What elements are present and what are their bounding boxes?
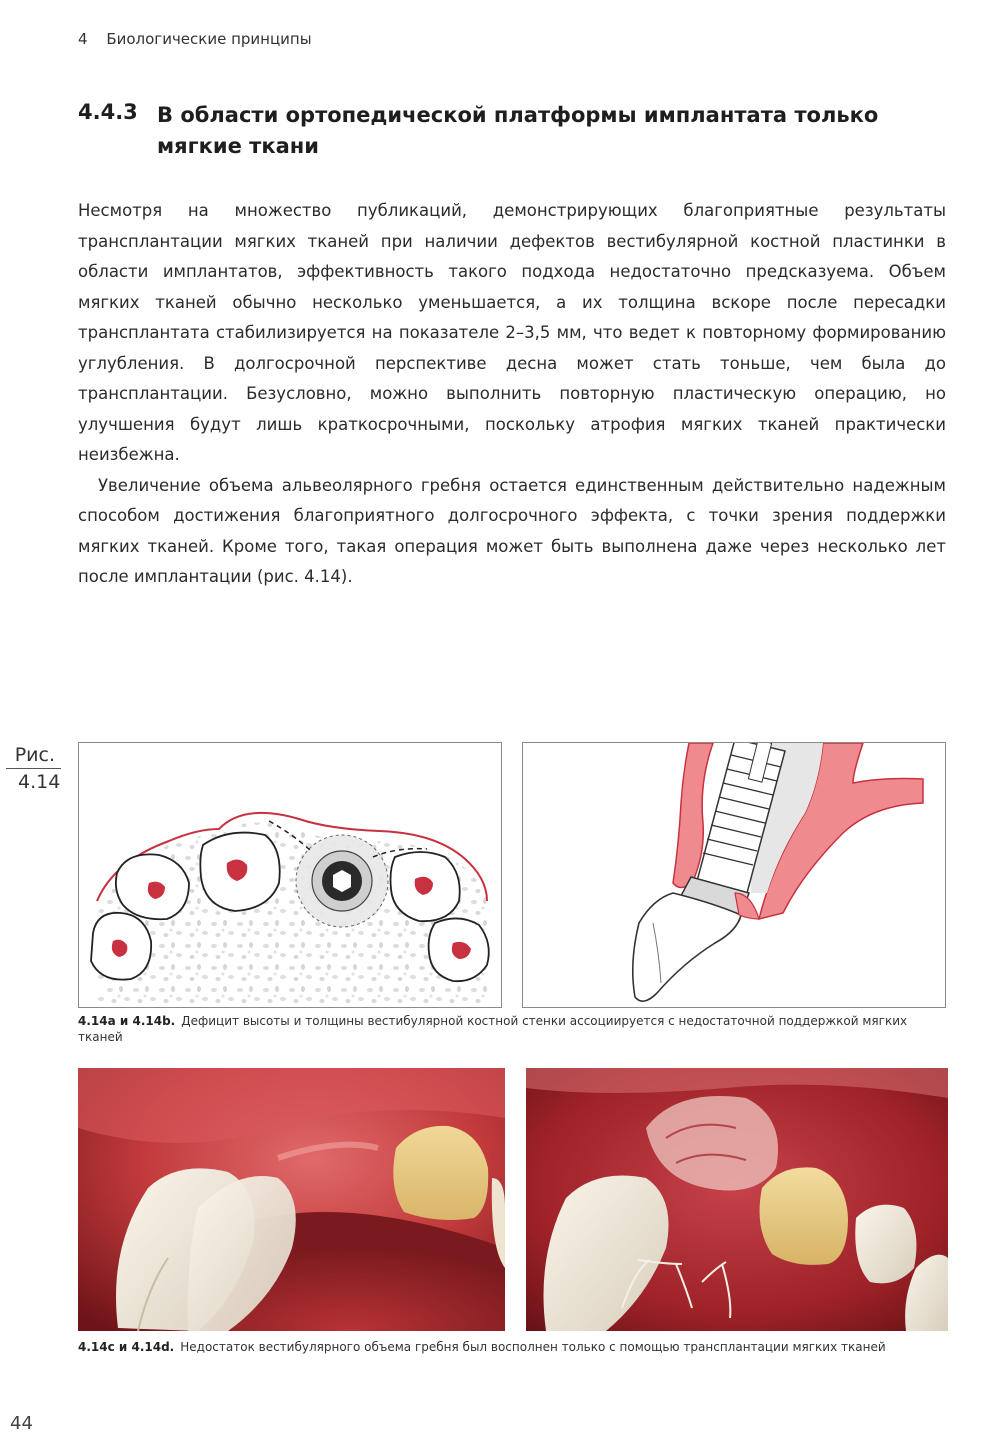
section-number: 4.4.3	[78, 100, 138, 124]
caption-4-14ab	[78, 1013, 948, 1045]
figure-label-word: Рис.	[6, 744, 61, 769]
caption-cd-text: Недостаток вестибулярного объема гребня был восполнен только с помощью трансплантации мягких тканей	[180, 1340, 886, 1354]
paragraph-1: Несмотря на множество публикаций, демонстрирующих благоприятные результаты трансплантации мягких тканей при наличии дефектов вестибулярной костной пластинки в области имплантатов, эффективность такого подхода недостаточно предсказуема. Объем мягких тканей обычно несколько уменьшается, а их толщина вскоре после пересадки трансплантата стабилизируется на показателе 2–3,5 мм, что ведет к повторному формированию углубления. В долгосрочной перспективе десна может стать тоньше, чем была до трансплантации. Безусловно, можно выполнить повторную пластическую операцию, но улучшения будут лишь краткосрочными, поскольку атрофия мягких тканей практически неизбежна.	[78, 201, 946, 464]
section-title: В области ортопедической платформы имплантата только мягкие ткани	[157, 103, 879, 158]
tooth-root-4	[391, 852, 460, 921]
paragraph-2: Увеличение объема альвеолярного гребня остается единственным действительно надежным способом достижения благоприятного долгосрочного эффекта, с точки зрения поддержки мягких тканей. Кроме того, такая операция может быть выполнена даже через несколько лет после имплантации (рис. 4.14).	[78, 475, 946, 586]
figure-label	[6, 744, 62, 793]
chapter-title: Биологические принципы	[106, 30, 312, 48]
caption-cd-label: 4.14c и 4.14d.	[78, 1340, 175, 1354]
crown	[633, 893, 741, 1001]
caption-4-14cd	[78, 1339, 948, 1355]
body-text	[78, 196, 946, 593]
figure-4-14b-diagram	[522, 742, 946, 1008]
page-number: 44	[10, 1413, 33, 1434]
figure-4-14d-photo	[526, 1068, 948, 1331]
tooth-root-3	[200, 833, 279, 911]
figure-4-14a-diagram	[78, 742, 502, 1008]
tooth-root-5	[429, 918, 489, 981]
tooth-root-1	[91, 913, 151, 980]
chapter-number: 4	[78, 30, 88, 48]
implant-site	[296, 835, 388, 927]
caption-ab-text: Дефицит высоты и толщины вестибулярной костной стенки ассоциируется с недостаточной поддержкой мягких тканей	[78, 1014, 908, 1044]
figure-4-14c-photo	[78, 1068, 505, 1331]
tooth-root-2	[116, 854, 189, 919]
caption-ab-label: 4.14a и 4.14b.	[78, 1014, 176, 1028]
figure-label-number: 4.14	[18, 771, 61, 793]
running-head	[78, 30, 312, 48]
